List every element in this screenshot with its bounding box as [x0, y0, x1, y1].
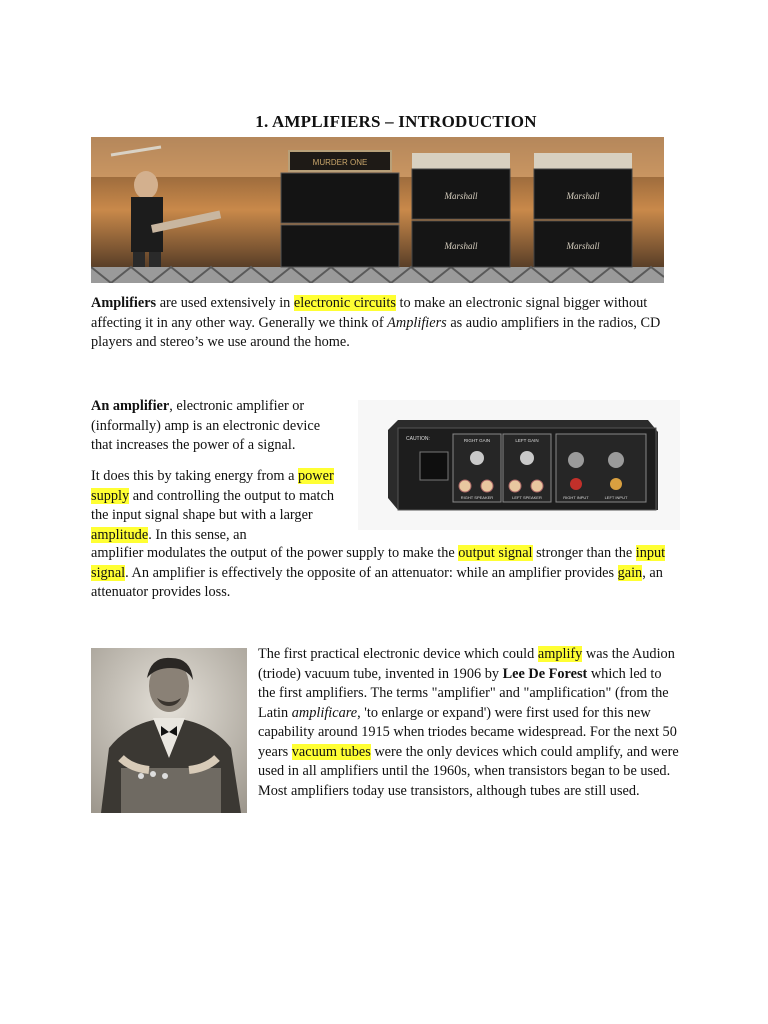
- highlight-output-signal: output signal: [458, 545, 533, 561]
- left-input-label: LEFT INPUT: [604, 495, 628, 500]
- brand-label-4: Marshall: [566, 241, 600, 251]
- lee-de-forest-portrait-photo: [91, 648, 247, 813]
- brand-label-1: Marshall: [444, 191, 478, 201]
- stage-amplifiers-photo: [91, 137, 664, 283]
- highlight-input-signal: input signal: [91, 545, 666, 581]
- definition-paragraph: An amplifier, electronic amplifier or (informally) amp is an electronic device that increases the power of a signal.: [91, 398, 321, 453]
- how-paragraph: It does this by taking energy from a power supply and controlling the output to match the input signal shape but with a larger amplitude. In this sense, an: [91, 468, 335, 543]
- history-paragraph: The first practical electronic device which could amplify was the Audion (triode) vacuum tube, invented in 1906 by Lee De Forest which led to the first amplifiers. The terms "amplifier" and "amplification" (from the Latin amplificare, 'to enlarge or expand') were first used for this new capability around 1915 when triodes became widespread. For the next 50 years vacuum tubes were the only devices which could amplify, and were used in all amplifiers until the 1960s, when transistors began to be used. Most amplifiers today use transistors, although tubes are still used.: [258, 646, 679, 799]
- modulates-paragraph: amplifier modulates the output of the power supply to make the output signal stronger than the input signal. An amplifier is effectively the opposite of an attenuator: while an amplifier provides gain, an attenuator provides loss.: [91, 545, 666, 600]
- highlight-vacuum-tubes: vacuum tubes: [291, 743, 371, 760]
- right-gain-label: RIGHT GAIN: [463, 438, 491, 443]
- page-title: 1. AMPLIFIERS – INTRODUCTION: [255, 112, 537, 131]
- amplifier-back-panel-photo: [358, 400, 680, 530]
- right-input-label: RIGHT INPUT: [563, 495, 589, 500]
- highlight-electronic-circuits: electronic circuits: [293, 295, 396, 311]
- left-speaker-label: LEFT SPEAKER: [512, 495, 542, 500]
- right-speaker-label: RIGHT SPEAKER: [460, 495, 494, 500]
- left-gain-label: LEFT GAIN: [515, 438, 539, 443]
- brand-label-2: Marshall: [444, 241, 478, 251]
- highlight-amplitude: amplitude: [91, 526, 149, 543]
- cabinet-label: MURDER ONE: [312, 158, 368, 167]
- caution-label: CAUTION:: [406, 436, 430, 442]
- brand-label-3: Marshall: [566, 191, 600, 201]
- highlight-power-supply: power supply: [91, 468, 334, 504]
- highlight-gain: gain: [617, 564, 643, 581]
- highlight-amplify: amplify: [537, 646, 583, 662]
- intro-paragraph: Amplifiers are used extensively in electronic circuits to make an electronic signal bigger without affecting it in any other way. Generally we think of Amplifiers as audio amplifiers in the radios, CD players and stereo’s we use around the home.: [91, 295, 661, 350]
